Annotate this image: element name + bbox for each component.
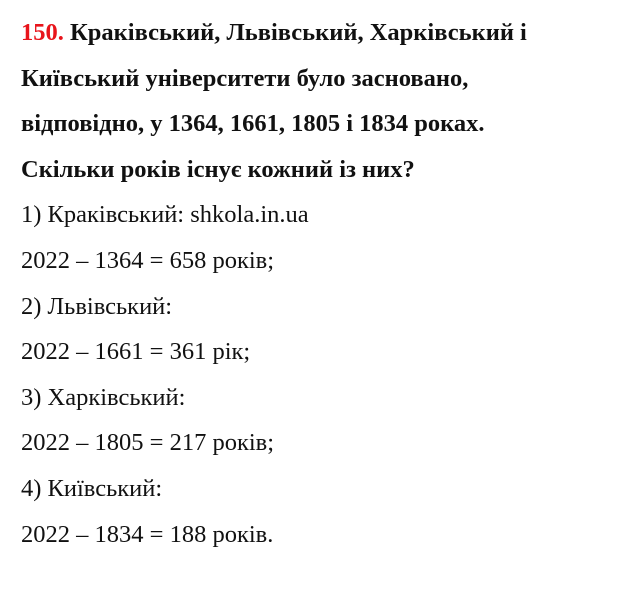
solution-kyiv-calc: 2022 – 1834 = 188 років. [21,520,274,548]
problem-statement-line-1 [21,10,611,56]
solution-lviv-calc: 2022 – 1661 = 361 рік; [21,338,251,366]
solution-lviv-label: 2) Львівський: [21,292,173,320]
solution-kharkiv-label: 3) Харківський: [21,383,186,411]
exercise-document [21,10,611,557]
problem-statement-line-3: відповідно, у 1364, 1661, 1805 і 1834 роках. [21,110,485,138]
problem-number: 150. [21,19,64,46]
solution-krakow-calc: 2022 – 1364 = 658 років; [21,246,275,274]
solution-kharkiv-calc: 2022 – 1805 = 217 років; [21,429,275,457]
problem-statement-line-2: Київський університети було засновано, [21,64,469,92]
problem-question: Скільки років існує кожний із них? [21,155,415,183]
solution-kyiv-label: 4) Київський: [21,474,163,502]
problem-text: Краківський, Львівський, Харківський і [70,19,527,46]
solution-krakow-label: 1) Краківський: shkola.in.ua [21,201,309,229]
